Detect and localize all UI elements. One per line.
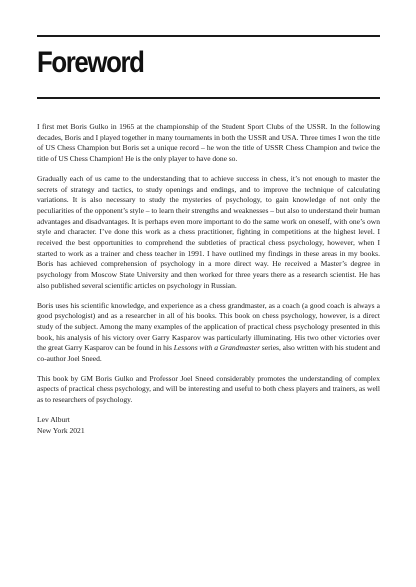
paragraph-1: I first met Boris Gulko in 1965 at the championship of the Student Sport Clubs of the USSR. In the following decades, Boris and I played together in many tournaments in both the USSR and USA. Three times I won the title of US Chess Champion but Boris set a unique record – he won the title of USSR Chess Champion and twice the title of US Chess Champion! He is the only player to have done so. — [37, 122, 380, 164]
signature-place-date: New York 2021 — [37, 425, 85, 435]
signature-name: Lev Alburt — [37, 414, 70, 424]
foreword-body — [37, 122, 380, 436]
paragraph-2: Gradually each of us came to the understanding that to achieve success in chess, it’s not enough to master the secrets of strategy and tactics, to study openings and endings, and to improve the technique of calculating variations. It is also necessary to study the mysteries of psychology, to gain knowledge of not only the peculiarities of the opponent’s style – to learn their strengths and weaknesses – but also to understand their human advantages and disadvantages. It is perhaps even more important to do the same work on oneself, with one’s own style and character. I’ve done this work as a chess practitioner, fighting in competitions at the highest level. I received the best opportunities to comprehend the subtleties of practical chess psychology, however, when I started to work as a trainer and chess teacher in 1991. I have outlined my findings in these areas in my books. Boris has achieved comprehension of psychology in a more direct way. He received a Master’s degree in psychology from Moscow State University and then worked for three years there as a research scientist. He has also published several scientific articles on psychology in Russian. — [37, 173, 380, 290]
book-series-title: Lessons with a Grandmaster — [173, 343, 261, 353]
page-title: Foreword — [37, 46, 144, 79]
title-underline-rule — [37, 97, 380, 99]
paragraph-3-text-end: series, also written with his student and co-author Joel Sneed. — [37, 343, 380, 364]
paragraph-4: This book by GM Boris Gulko and Professor Joel Sneed considerably promotes the understanding of complex aspects of practical chess psychology, and will be interesting and useful to both chess players and trainers, as well as to researchers of psychology. — [37, 373, 380, 405]
signature-block — [37, 415, 380, 436]
top-rule — [37, 35, 380, 37]
paragraph-3 — [37, 301, 380, 365]
paragraph-3-text-start: Boris uses his scientific knowledge, and experience as a chess grandmaster, as a coach (a good coach is always a good psychologist) and as a researcher in all of his books. This book on chess psychology, however, is a direct study of the subject. Among the many examples of the application of practical chess psychology presented in this book, his analysis of his victory over Garry Kasparov was particularly illuminating. His two other victories over the great Garry Kasparov can be found in his — [37, 300, 380, 353]
